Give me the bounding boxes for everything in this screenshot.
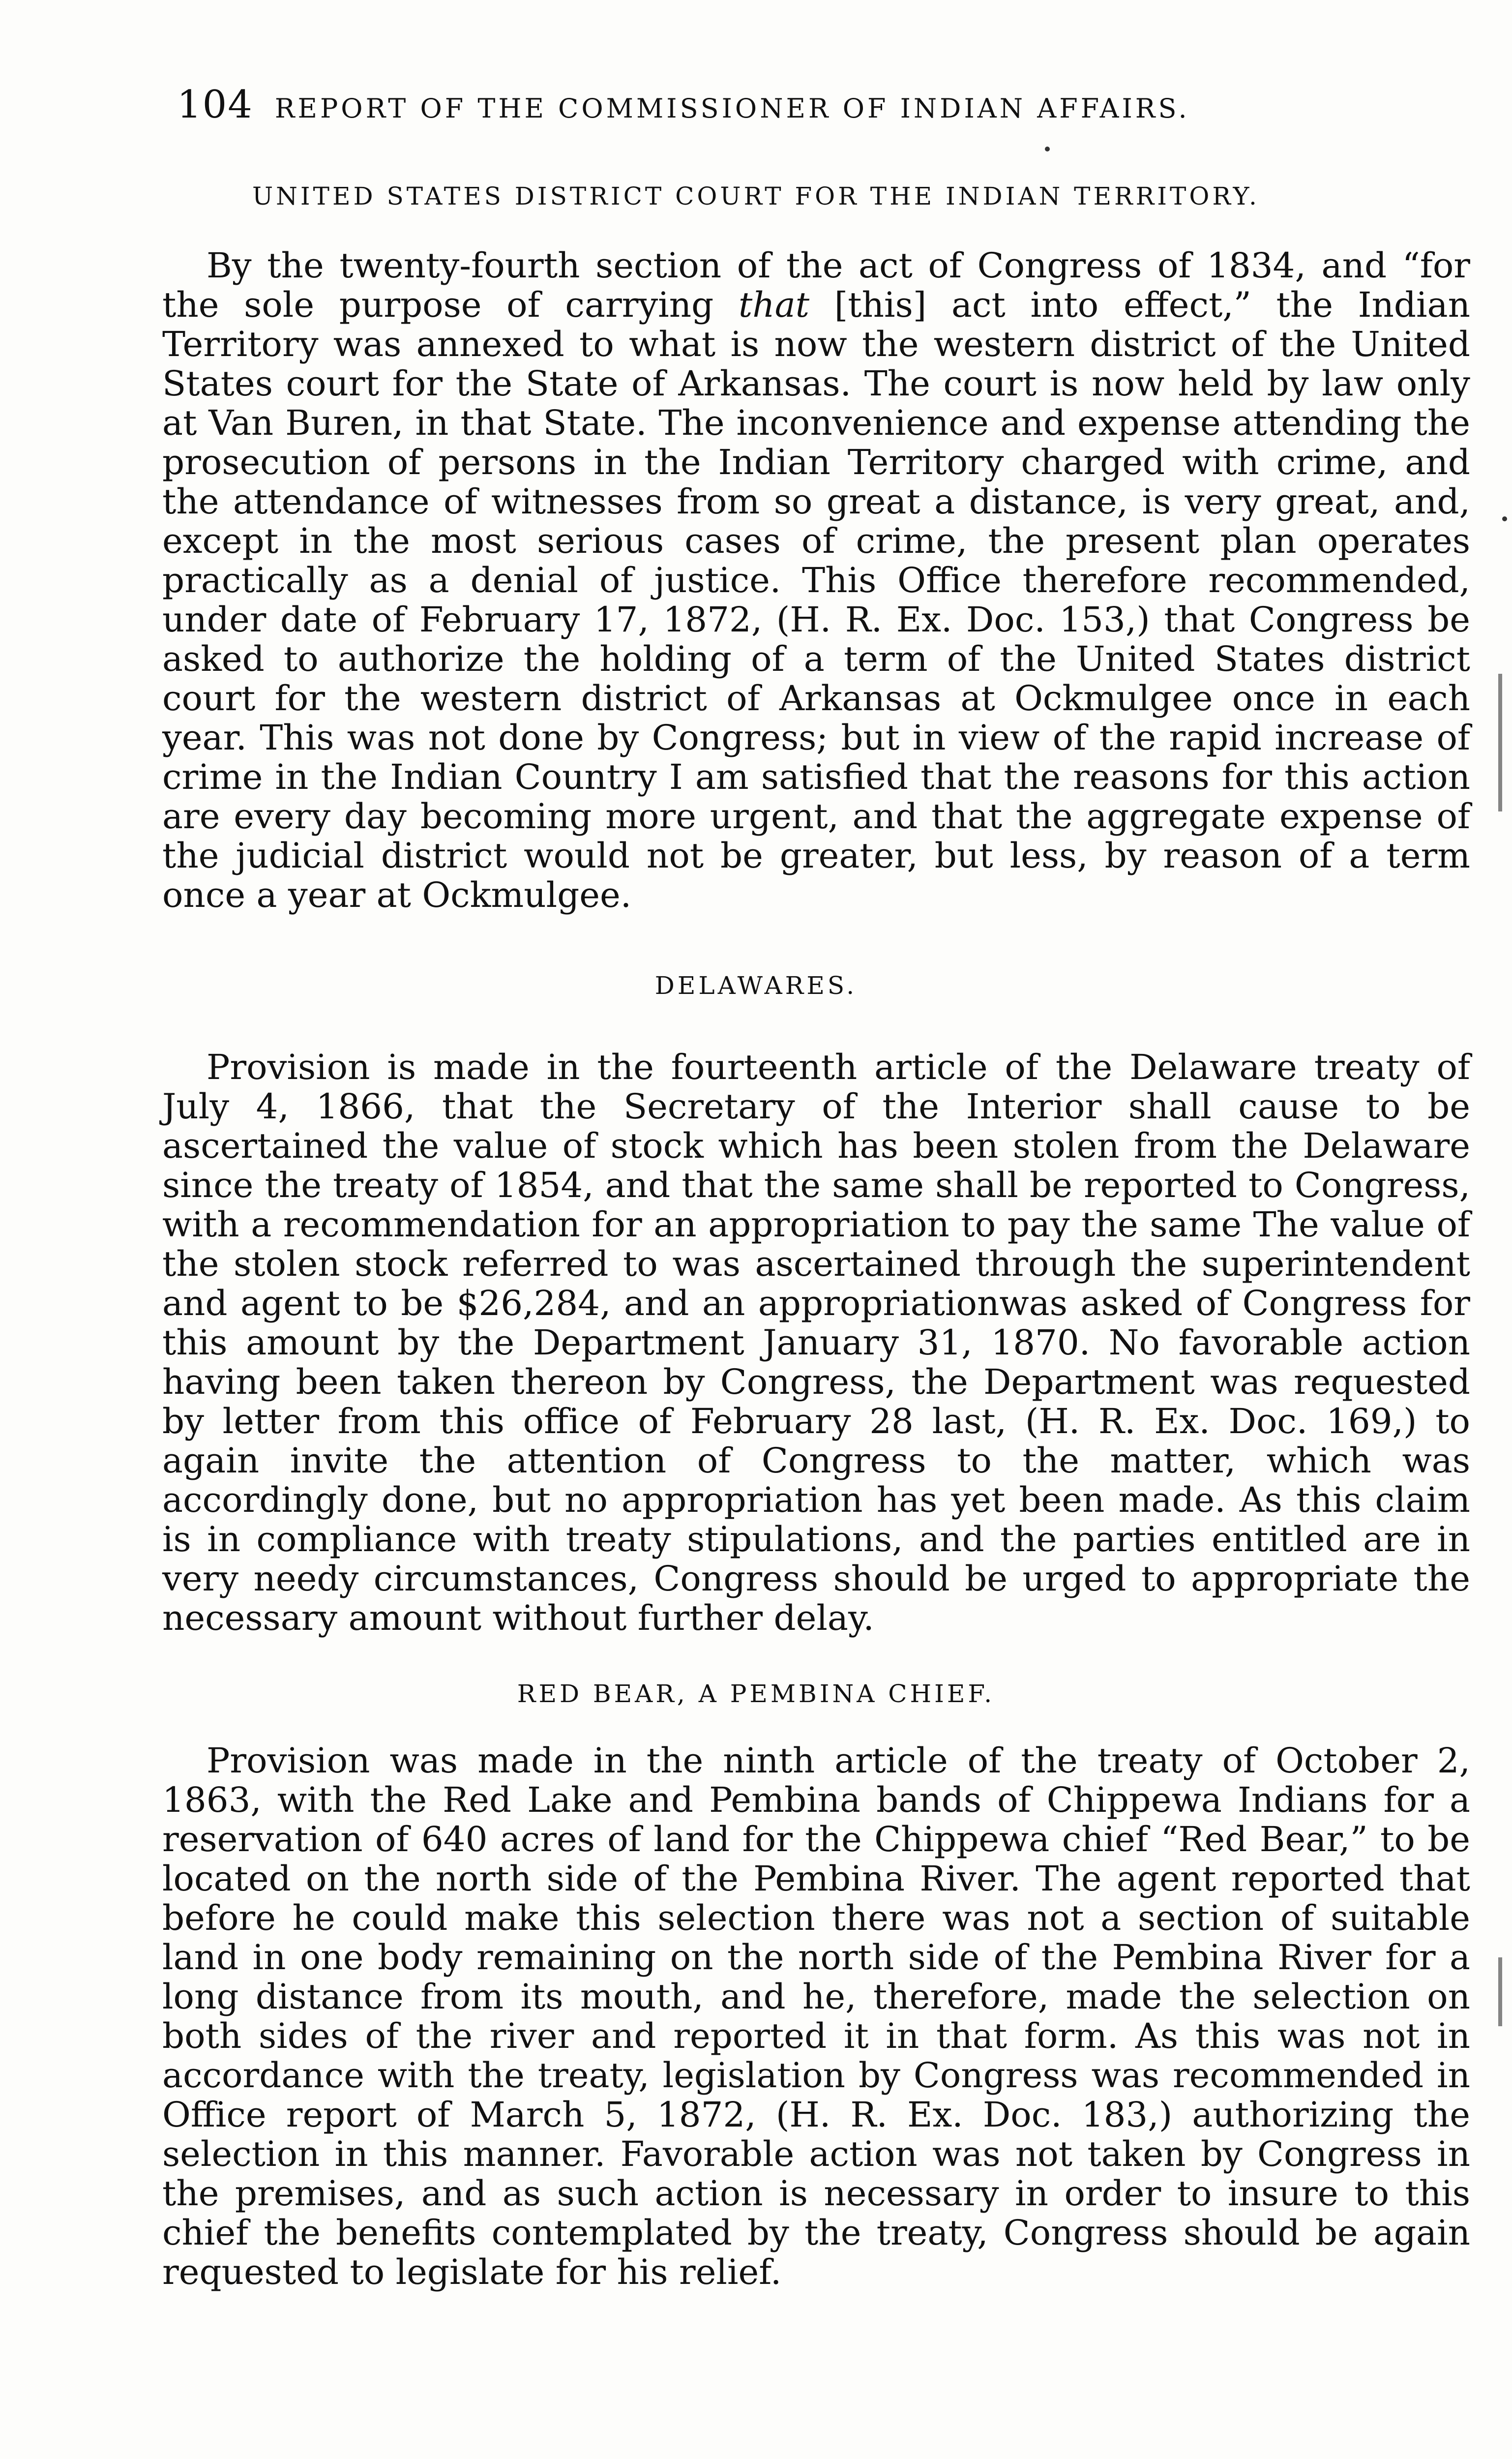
running-head: REPORT OF THE COMMISSIONER OF INDIAN AFFAIRS. [274, 93, 1190, 124]
section-title-delawares: DELAWARES. [654, 971, 858, 1000]
paragraph-delawares: Provision is made in the fourteenth article of the Delaware treaty of July 4, 1866, that the Secretary of the Interior shall cause to be ascertained the value of stock which has been stolen from the Delaware since the treaty of 1854, and that the same shall be reported to Congress, with a recommendation for an appropriation to pay the same The value of the stolen stock referred to was ascertained through the superintendent and agent to be $26,284, and an appropriationwas asked of Congress for this amount by the Department January 31, 1870. No favorable action having been taken thereon by Congress, the Department was requested by letter from this office of February 28 last, (H. R. Ex. Doc. 169,) to again invite the attention of Congress to the matter, which was accordingly done, but no appropriation has yet been made. As this claim is in compliance with treaty stipulations, and the parties entitled are in very needy circumstances, Congress should be urged to appropriate the necessary amount without further delay. [162, 1047, 1470, 1638]
paragraph-district-court-text-before: By the twenty-fourth section of the act of Congress of 1834, and “for the sole purpose of carrying [162, 245, 1470, 325]
paragraph-district-court-text-after: [this] act into effect,” the Indian Territory was annexed to what is now the western district of the United States court for the State of Arkansas. The court is now held by law only at Van Buren, in that State. The inconvenience and expense attending the prosecution of persons in the Indian Territory charged with crime, and the attendance of witnesses from so great a distance, is very great, and, except in the most serious cases of crime, the present plan operates practically as a denial of justice. This Office therefore recommended, under date of February 17, 1872, (H. R. Ex. Doc. 153,) that Congress be asked to authorize the holding of a term of the United States district court for the western district of Arkansas at Ockmulgee once in each year. This was not done by Congress; but in view of the rapid increase of crime in the Indian Country I am satisfied that the reasons for this action are every day becoming more urgent, and that the aggregate expense of the judicial district would not be greater, but less, by reason of a term once a year at Ockmulgee. [162, 285, 1470, 915]
paragraph-district-court-italic: that [738, 285, 810, 325]
margin-scan-mark [1498, 674, 1502, 811]
scan-speck [1502, 516, 1507, 521]
page-header [177, 83, 1357, 127]
scan-speck [1045, 147, 1050, 151]
page-number: 104 [177, 83, 253, 127]
paragraph-district-court [162, 246, 1470, 915]
paragraph-red-bear: Provision was made in the ninth article of the treaty of October 2, 1863, with the Red Lake and Pembina bands of Chippewa Indians for a reservation of 640 acres of land for the Chippewa chief “Red Bear,” to be located on the north side of the Pembina River. The agent reported that before he could make this selection there was not a section of suitable land in one body remaining on the north side of the Pembina River for a long distance from its mouth, and he, therefore, made the selection on both sides of the river and reported it in that form. As this was not in accordance with the treaty, legislation by Congress was recommended in Office report of March 5, 1872, (H. R. Ex. Doc. 183,) authorizing the selection in this manner. Favorable action was not taken by Congress in the premises, and as such action is necessary in order to insure to this chief the benefits contemplated by the treaty, Congress should be again requested to legislate for his relief. [162, 1740, 1470, 2292]
margin-scan-mark [1498, 1957, 1502, 2026]
section-title-district-court: UNITED STATES DISTRICT COURT FOR THE INDIAN TERRITORY. [252, 182, 1260, 210]
section-title-red-bear: RED BEAR, A PEMBINA CHIEF. [517, 1679, 995, 1708]
